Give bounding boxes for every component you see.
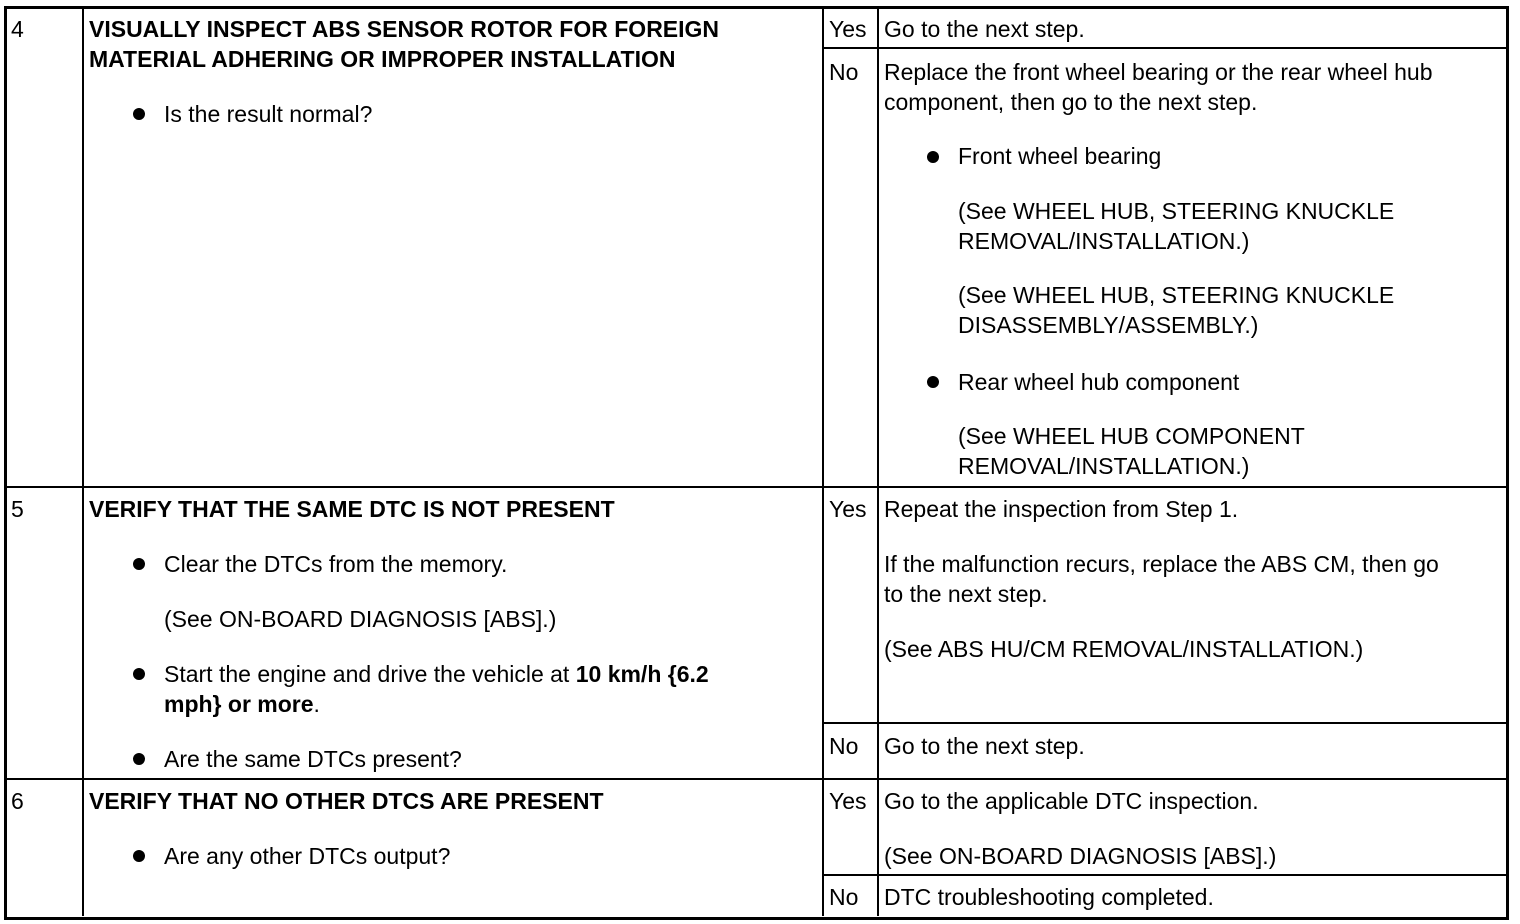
bullet-icon — [133, 753, 145, 765]
yes-action: Go to the next step. — [884, 16, 1085, 42]
reference-line: (See ON-BOARD DIAGNOSIS [ABS].) — [164, 606, 557, 632]
step-number: 4 — [11, 16, 24, 42]
no-action-line: component, then go to the next step. — [884, 89, 1258, 115]
bullet-icon — [133, 108, 145, 120]
yes-action-line: to the next step. — [884, 581, 1048, 607]
step-heading: VERIFY THAT NO OTHER DTCS ARE PRESENT — [89, 788, 604, 814]
bullet-icon — [133, 850, 145, 862]
no-action: Go to the next step. — [884, 733, 1085, 759]
step4-yes-no-divider — [822, 47, 1506, 49]
step-heading: VERIFY THAT THE SAME DTC IS NOT PRESENT — [89, 496, 615, 522]
reference-line: DISASSEMBLY/ASSEMBLY.) — [958, 312, 1259, 338]
step5-yes-no-divider — [822, 722, 1506, 724]
no-label: No — [829, 733, 859, 759]
reference-line: REMOVAL/INSTALLATION.) — [958, 453, 1250, 479]
inspection-question: Is the result normal? — [164, 101, 373, 127]
reference-line: (See WHEEL HUB COMPONENT — [958, 423, 1305, 449]
row-divider-5-6 — [4, 778, 1506, 780]
inspection-instruction — [164, 659, 709, 689]
yes-label: Yes — [829, 16, 867, 42]
no-label: No — [829, 59, 859, 85]
inspection-question: Are any other DTCs output? — [164, 843, 451, 869]
inspection-instruction-cont — [164, 689, 320, 719]
reference-line: (See WHEEL HUB, STEERING KNUCKLE — [958, 198, 1395, 224]
row-divider-4-5 — [4, 486, 1506, 488]
yes-label: Yes — [829, 788, 867, 814]
instruction-text: . — [313, 691, 320, 717]
yes-action: Go to the applicable DTC inspection. — [884, 788, 1259, 814]
repair-item-label: Rear wheel hub component — [958, 369, 1240, 395]
inspection-instruction: Clear the DTCs from the memory. — [164, 551, 508, 577]
reference-line: (See ON-BOARD DIAGNOSIS [ABS].) — [884, 843, 1277, 869]
step-heading-line: MATERIAL ADHERING OR IMPROPER INSTALLATION — [89, 46, 676, 72]
reference-line: (See ABS HU/CM REMOVAL/INSTALLATION.) — [884, 636, 1364, 662]
no-label: No — [829, 884, 859, 910]
table-frame — [4, 6, 1509, 920]
inspection-question: Are the same DTCs present? — [164, 746, 462, 772]
speed-value: 10 km/h {6.2 — [575, 661, 709, 687]
yes-action-line: Repeat the inspection from Step 1. — [884, 496, 1239, 522]
bullet-icon — [927, 151, 939, 163]
reference-line: (See WHEEL HUB, STEERING KNUCKLE — [958, 282, 1395, 308]
step-heading-line: VISUALLY INSPECT ABS SENSOR ROTOR FOR FOREIGN — [89, 16, 720, 42]
step-number: 5 — [11, 496, 24, 522]
no-action-line: Replace the front wheel bearing or the rear wheel hub — [884, 59, 1433, 85]
instruction-text: Start the engine and drive the vehicle at — [164, 661, 576, 687]
bullet-icon — [133, 668, 145, 680]
speed-value-cont: mph} or more — [164, 691, 314, 717]
repair-item-label: Front wheel bearing — [958, 143, 1162, 169]
no-action: DTC troubleshooting completed. — [884, 884, 1214, 910]
yes-action-line: If the malfunction recurs, replace the ABS CM, then go — [884, 551, 1439, 577]
step-number: 6 — [11, 788, 24, 814]
bullet-icon — [133, 558, 145, 570]
reference-line: REMOVAL/INSTALLATION.) — [958, 228, 1250, 254]
yes-label: Yes — [829, 496, 867, 522]
step6-yes-no-divider — [822, 874, 1506, 876]
bullet-icon — [927, 376, 939, 388]
